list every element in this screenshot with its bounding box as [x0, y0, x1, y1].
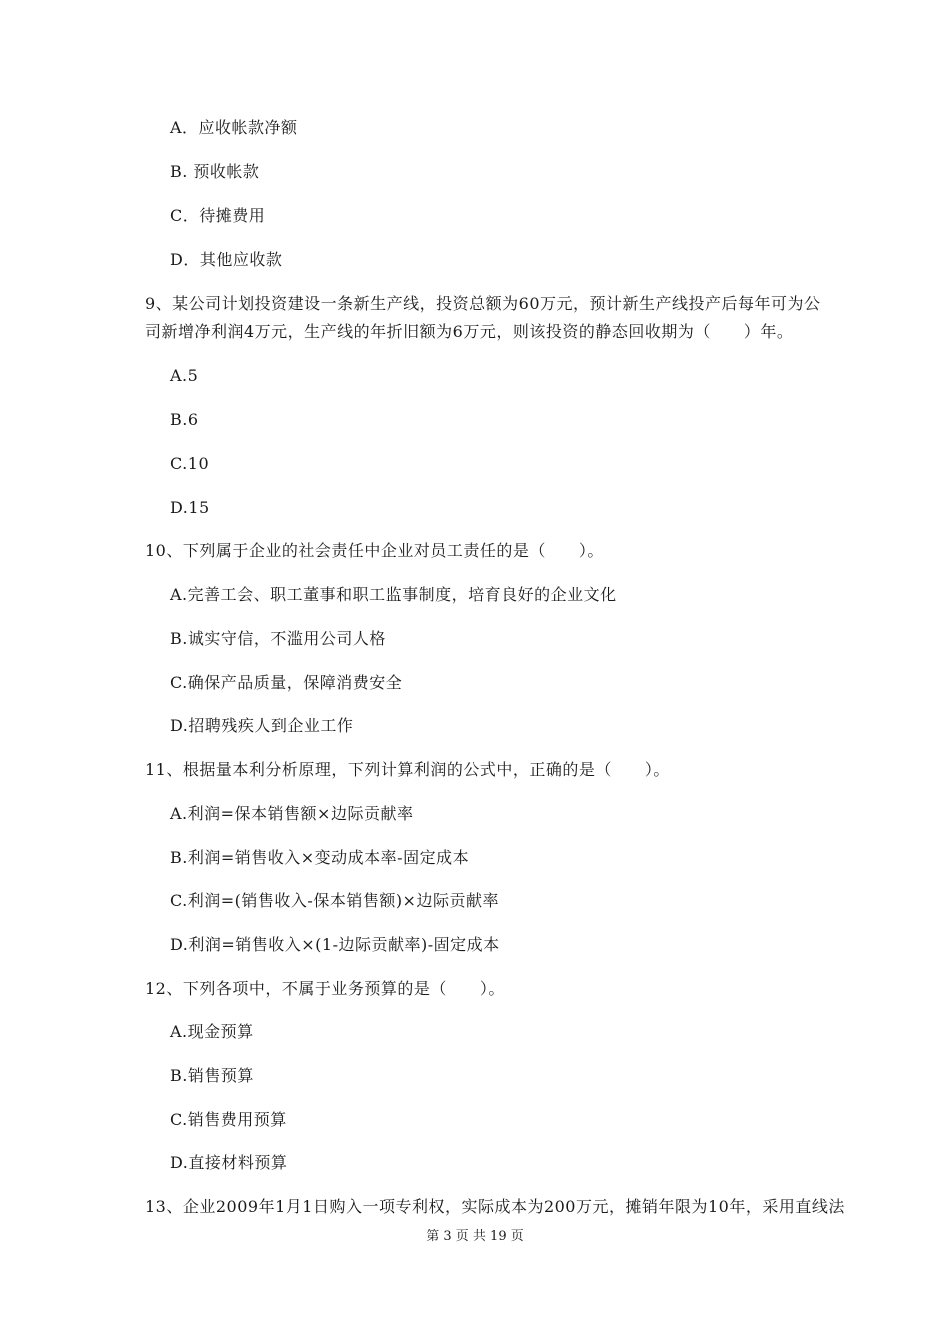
question-11-text: 11、根据量本利分析原理，下列计算利润的公式中，正确的是（ ）。 — [145, 760, 670, 779]
option-text: A.5 — [170, 366, 199, 385]
option-text: B. 预收帐款 — [170, 162, 260, 181]
option-text: A.完善工会、职工董事和职工监事制度，培育良好的企业文化 — [170, 585, 617, 604]
option-text: C.确保产品质量，保障消费安全 — [170, 673, 403, 692]
question-9-text-line-2: 司新增净利润4万元，生产线的年折旧额为6万元，则该投资的静态回收期为（ ）年。 — [145, 322, 794, 341]
option-text: A.利润=保本销售额×边际贡献率 — [170, 804, 414, 823]
option-text: D.利润=销售收入×(1-边际贡献率)-固定成本 — [170, 935, 500, 954]
option-text: B.诚实守信，不滥用公司人格 — [170, 629, 386, 648]
option-text: C.10 — [170, 454, 210, 473]
question-13-text: 13、企业2009年1月1日购入一项专利权，实际成本为200万元，摊销年限为10年，采用直线法 — [145, 1197, 845, 1216]
option-text: D．其他应收款 — [170, 250, 283, 269]
question-9-text-line-1: 9、某公司计划投资建设一条新生产线，投资总额为60万元，预计新生产线投产后每年可为公 — [145, 294, 821, 313]
question-10-text: 10、下列属于企业的社会责任中企业对员工责任的是（ ）。 — [145, 541, 604, 560]
option-text: C.利润=(销售收入-保本销售额)×边际贡献率 — [170, 891, 499, 910]
option-text: B.6 — [170, 410, 199, 429]
option-text: D.直接材料预算 — [170, 1153, 288, 1172]
option-text: C.销售费用预算 — [170, 1110, 287, 1129]
option-text: A.现金预算 — [170, 1022, 254, 1041]
option-text: A．应收帐款净额 — [170, 118, 298, 137]
option-text: D.招聘残疾人到企业工作 — [170, 716, 354, 735]
option-text: C．待摊费用 — [170, 206, 266, 225]
option-text: B.利润=销售收入×变动成本率-固定成本 — [170, 848, 470, 867]
option-text: D.15 — [170, 498, 210, 517]
page-footer: 第 3 页 共 19 页 — [426, 1229, 524, 1244]
option-text: B.销售预算 — [170, 1066, 254, 1085]
question-12-text: 12、下列各项中，不属于业务预算的是（ ）。 — [145, 979, 505, 998]
